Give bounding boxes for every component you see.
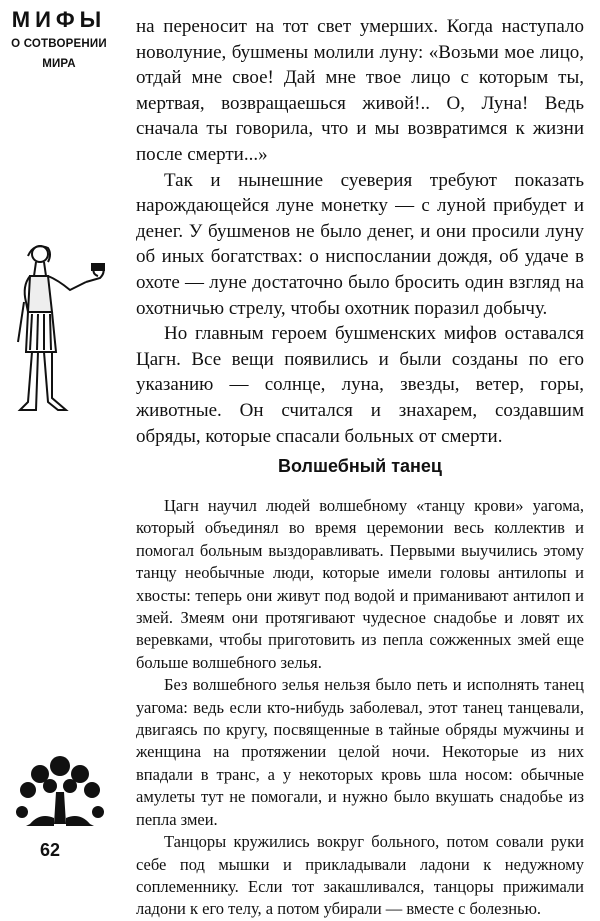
egyptian-god-figure-icon [14,242,114,417]
paragraph: Танцоры кружились вокруг больного, потом совали руки себе под мышки и прикладывали ладони к недужному соплеменнику. Если тот закашливался, танцоры прижимали ладони к его телу, а потом убирали — вместе с болезнью. [136,832,584,919]
running-title-main: МИФЫ [11,7,107,32]
lower-text-block [136,495,584,921]
section-heading: Волшебный танец [278,456,442,476]
running-title [0,6,118,74]
paragraph: Без волшебного зелья нельзя было петь и исполнять танец уагома: ведь если кто-нибудь заболевал, этот танец танцевали, двигаясь по кругу, посвященные в тайные обряды мужчины и женщина на протяжении целой ночи. Некоторые из них впадали в транс, а у некоторых кровь шла носом: обычные амулеты тут не помогали, и нужно было вкушать снадобье из пепла змеи. [136,675,584,829]
tree-ornament-icon [10,752,110,832]
paragraph: Но главным героем бушменских мифов оставался Цагн. Все вещи появились и были созданы по его указанию — солнце, луна, звезды, ветер, горы, животные. Он считался и знахарем, создавшим обряды, которые спасали больных от смерти. [136,323,584,447]
paragraph: Цагн научил людей волшебному «танцу крови» уагома, который объединял во время церемонии весь коллектив и помогал больным выздоравливать. Первыми выучились этому танцу необычные люди, которые имели головы антилопы и хвосты: теперь они живут под водой и приманивают антилоп и змей. Змеям они протягивают чудесное снадобье и ловят их веревками, чтобы приготовить из пепла сожженных змей еще больше волшебного зелья. [136,496,584,672]
page-number: 62 [40,840,61,860]
running-title-sub1: О СОТВОРЕНИИ [11,38,107,50]
paragraph: Так и нынешние суеверия требуют показать нарождающейся луне монетку — с луной прибудет и денег. У бушменов не было денег, и они просили луну об иных богатствах: о ниспослании дождя, об удаче в охоте — луне достаточно было бросить один взгляд на охотничью стрелу, чтобы охотник поразил добычу. [136,169,584,319]
paragraph: на переносит на тот свет умерших. Когда наступало новолуние, бушмены молили луну: «Возьми мое лицо, отдай мне свое! Дай мне твое лицо с которым ты, мертвая, возвращаешься живой!.. О, Луна! Ведь сначала ты говорила, что и мы возвратимся к жизни после смерти...» [136,16,584,165]
upper-text-block [136,14,584,449]
running-title-sub2: МИРА [42,58,76,70]
